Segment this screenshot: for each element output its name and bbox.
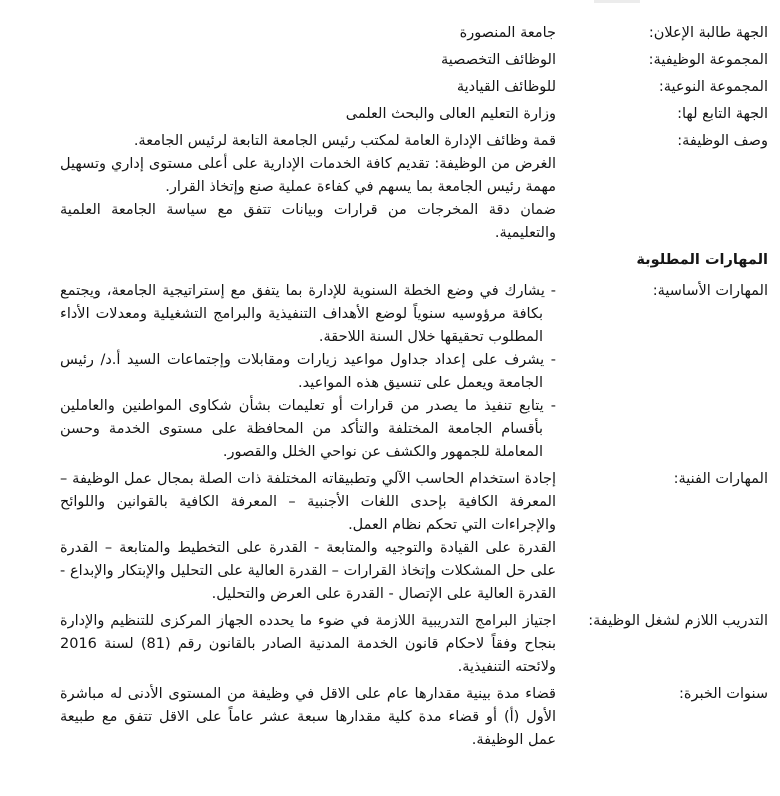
field-row-technical-skills	[60, 468, 768, 606]
field-label: سنوات الخبرة:	[679, 686, 768, 702]
scan-artifact	[594, 0, 640, 3]
field-value	[60, 130, 556, 245]
field-label: المجموعة النوعية:	[658, 79, 768, 95]
field-value	[60, 683, 556, 752]
field-label: المجموعة الوظيفية:	[648, 52, 768, 68]
bullet-item: - يشارك في وضع الخطة السنوية للإدارة بما يتفق مع إستراتيجية الجامعة، ويجتمع بكافة مرؤوسيه سنوياً لوضع الأهداف التنفيذية والبرامج التشغيلية ومعدلات الأداء المطلوب تحقيقها خلال السنة اللاحقة.	[60, 283, 556, 345]
paragraph: اجتياز البرامج التدريبية اللازمة في ضوء ما يحدده الجهاز المركزى للتنظيم والإدارة بنجاح وفقاً لاحكام قانون الخدمة المدنية الصادر بالقانون رقم (81) لسنة 2016 ولائحته التنفيذية.	[60, 613, 556, 675]
field-label: الجهة طالبة الإعلان:	[648, 25, 768, 41]
field-value: وزارة التعليم العالى والبحث العلمى	[345, 106, 556, 122]
field-row-training	[60, 610, 768, 679]
field-row-job-group	[60, 49, 768, 72]
field-row-requesting-entity	[60, 22, 768, 45]
field-row-basic-skills	[60, 280, 768, 464]
field-label: المهارات الفنية:	[673, 471, 768, 487]
paragraph: الغرض من الوظيفة: تقديم كافة الخدمات الإدارية على أعلى مستوى إداري وتسهيل مهمة رئيس الجامعة بما يسهم في كفاءة عملية صنع وإتخاذ القرار.	[60, 156, 556, 195]
field-label: وصف الوظيفة:	[677, 133, 768, 149]
field-label: المهارات الأساسية:	[652, 283, 768, 299]
field-value: الوظائف التخصصية	[440, 52, 556, 68]
field-row-parent-entity	[60, 103, 768, 126]
field-value: جامعة المنصورة	[459, 25, 556, 41]
field-row-job-description	[60, 130, 768, 245]
paragraph: القدرة على القيادة والتوجيه والمتابعة - القدرة على التخطيط والمتابعة – القدرة على حل المشكلات وإتخاذ القرارات – القدرة العالية على التحليل والإبتكار والإبداع - القدرة العالية على الإتصال - القدرة على العرض والتحليل.	[60, 540, 556, 602]
paragraph: قضاء مدة بينية مقدارها عام على الاقل في وظيفة من المستوى الأدنى له مباشرة الأول (أ) أو قضاء مدة كلية مقدارها سبعة عشر عاماً على الاقل تتفق مع طبيعة عمل الوظيفة.	[60, 686, 556, 748]
paragraph: قمة وظائف الإدارة العامة لمكتب رئيس الجامعة التابعة لرئيس الجامعة.	[133, 133, 556, 149]
paragraph: إجادة استخدام الحاسب الآلي وتطبيقاته المختلفة ذات الصلة بمجال عمل الوظيفة – المعرفة الكافية بإحدى اللغات الأجنبية – المعرفة الكافية بالقوانين واللوائح والإجراءات التي تحكم نظام العمل.	[60, 471, 556, 533]
field-row-qualitative-group	[60, 76, 768, 99]
bullet-item: - يتابع تنفيذ ما يصدر من قرارات أو تعليمات بشأن شكاوى المواطنين والعاملين بأقسام الجامعة المختلفة والتأكد من المحافظة على مستوى الخدمة وحسن المعاملة للجمهور والكشف عن نواحي الخلل والقصور.	[60, 398, 556, 460]
field-row-experience	[60, 683, 768, 752]
paragraph: ضمان دقة المخرجات من قرارات وبيانات تتفق مع سياسة الجامعة العلمية والتعليمية.	[60, 202, 556, 241]
bullet-item: - يشرف على إعداد جداول مواعيد زيارات ومقابلات وإجتماعات السيد أ.د/ رئيس الجامعة ويعمل على تنسيق هذه المواعيد.	[60, 352, 556, 391]
field-label: الجهة التابع لها:	[677, 106, 768, 122]
field-label: التدريب اللازم لشغل الوظيفة:	[588, 613, 768, 629]
field-value: للوظائف القيادية	[456, 79, 556, 95]
field-value	[60, 280, 556, 464]
field-value	[60, 468, 556, 606]
section-heading-required-skills: المهارات المطلوبة	[636, 252, 768, 268]
field-value	[60, 610, 556, 679]
